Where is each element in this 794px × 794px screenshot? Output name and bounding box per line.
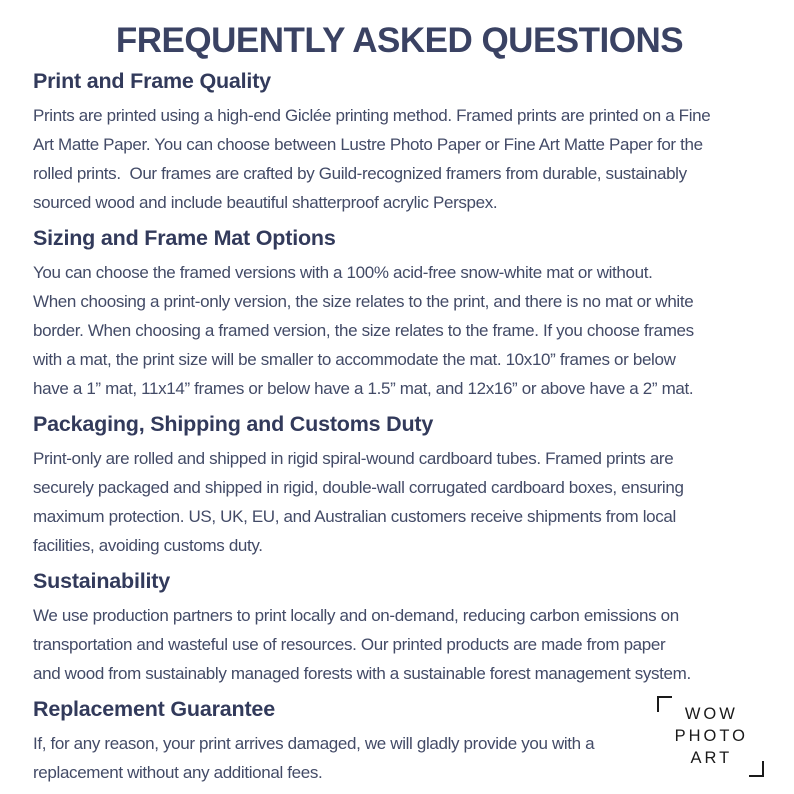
logo-corner-bracket-bottom-right-icon <box>749 761 764 777</box>
section-sizing-and-frame-mat-options <box>33 225 766 403</box>
section-packaging-shipping-customs <box>33 411 766 560</box>
logo-line-art: ART <box>690 749 733 767</box>
paragraph-line: rolled prints. Our frames are crafted by Guild-recognized framers from durable, sustainably <box>33 164 687 183</box>
paragraph-line: with a mat, the print size will be smaller to accommodate the mat. 10x10” frames or below <box>33 350 676 369</box>
logo-corner-bracket-top-left-icon <box>657 696 672 712</box>
replacement-guarantee-text <box>33 688 657 787</box>
section-paragraph <box>33 258 766 403</box>
paragraph-line: transportation and wasteful use of resources. Our printed products are made from paper <box>33 635 666 654</box>
paragraph-line: Art Matte Paper. You can choose between Lustre Photo Paper or Fine Art Matte Paper for the <box>33 135 703 154</box>
paragraph-line: and wood from sustainably managed forests with a sustainable forest management system. <box>33 664 691 683</box>
paragraph-line: border. When choosing a framed version, the size relates to the frame. If you choose frames <box>33 321 694 340</box>
section-sustainability <box>33 568 766 688</box>
section-heading: Packaging, Shipping and Customs Duty <box>33 412 434 436</box>
paragraph-line: Prints are printed using a high-end Giclée printing method. Framed prints are printed on a Fine <box>33 106 711 125</box>
paragraph-line: Print-only are rolled and shipped in rigid spiral-wound cardboard tubes. Framed prints are <box>33 449 674 468</box>
paragraph-line: securely packaged and shipped in rigid, double-wall corrugated cardboard boxes, ensuring <box>33 478 684 497</box>
section-heading: Sizing and Frame Mat Options <box>33 226 336 250</box>
page-title: FREQUENTLY ASKED QUESTIONS <box>115 21 684 60</box>
section-heading: Sustainability <box>33 569 170 593</box>
paragraph-line: replacement without any additional fees. <box>33 763 323 782</box>
section-paragraph <box>33 101 766 217</box>
paragraph-line: sourced wood and include beautiful shatterproof acrylic Perspex. <box>33 193 498 212</box>
section-paragraph <box>33 444 766 560</box>
section-heading: Print and Frame Quality <box>33 69 271 93</box>
logo-line-wow: WOW <box>684 705 738 723</box>
paragraph-line: If, for any reason, your print arrives damaged, we will gladly provide you with a <box>33 734 595 753</box>
paragraph-line: facilities, avoiding customs duty. <box>33 536 263 555</box>
paragraph-line: We use production partners to print locally and on-demand, reducing carbon emissions on <box>33 606 679 625</box>
logo-line-photo: PHOTO <box>674 727 748 745</box>
paragraph-line: When choosing a print-only version, the size relates to the print, and there is no mat or white <box>33 292 694 311</box>
wow-photo-art-logo <box>657 696 764 777</box>
paragraph-line: have a 1” mat, 11x14” frames or below have a 1.5” mat, and 12x16” or above have a 2” mat. <box>33 379 694 398</box>
section-print-and-frame-quality <box>33 68 766 217</box>
section-paragraph <box>33 601 766 688</box>
section-heading: Replacement Guarantee <box>33 697 275 721</box>
paragraph-line: maximum protection. US, UK, EU, and Australian customers receive shipments from local <box>33 507 676 526</box>
section-replacement-guarantee <box>33 688 766 787</box>
section-paragraph <box>33 729 657 787</box>
paragraph-line: You can choose the framed versions with a 100% acid-free snow-white mat or without. <box>33 263 653 282</box>
